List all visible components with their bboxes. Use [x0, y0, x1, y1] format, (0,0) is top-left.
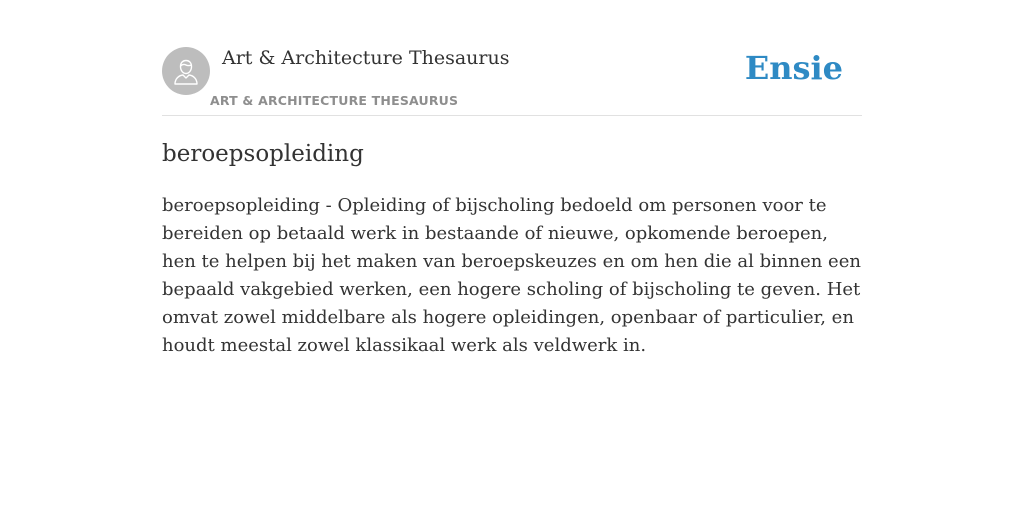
- user-silhouette-icon: [171, 56, 201, 86]
- source-subtitle[interactable]: ART & ARCHITECTURE THESAURUS: [210, 93, 459, 108]
- definition-text: beroepsopleiding - Opleiding of bijscholing bedoeld om personen voor te bereiden op betaald werk in bestaande of nieuwe, opkomende beroepen, hen te helpen bij het maken van beroepskeuzes en om hen die al binnen een bepaald vakgebied werken, een hogere scholing of bijscholing te geven. Het omvat zowel middelbare als hogere opleidingen, openbaar of particulier, en houdt meestal zowel klassikaal werk als veldwerk in.: [162, 195, 861, 356]
- page-container: [162, 0, 862, 356]
- source-avatar[interactable]: [162, 47, 210, 95]
- term-title: beroepsopleiding: [162, 141, 364, 167]
- ensie-logo[interactable]: Ensie: [744, 49, 843, 87]
- source-header: [162, 0, 862, 116]
- source-title[interactable]: Art & Architecture Thesaurus: [222, 47, 510, 69]
